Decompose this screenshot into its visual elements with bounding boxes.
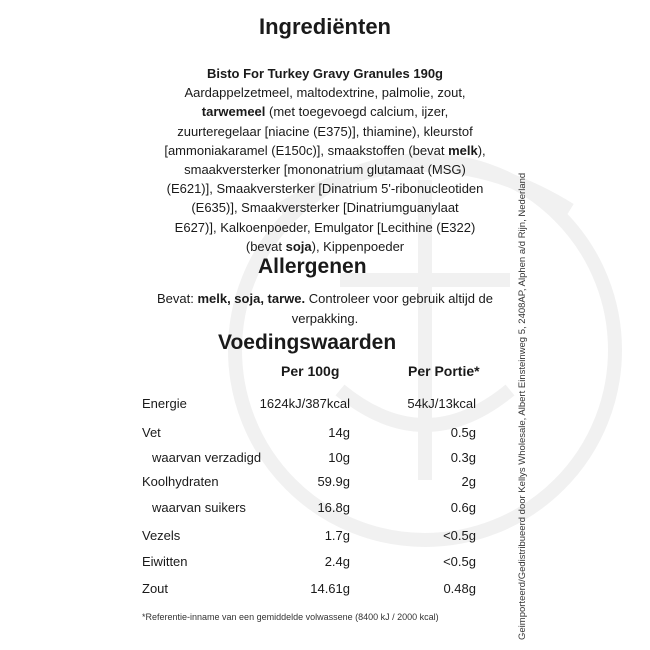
importer-text: Geimporteerd/Gedistribueerd door Kellys Wholesale, Albert Einsteinweg 5, 2408AP, Alphen a/d Rijn, Nederland	[517, 172, 528, 640]
nutrient-label: waarvan verzadigd	[152, 450, 262, 465]
value-per-portion: 0.5g	[450, 425, 476, 440]
allergen-word: tarwemeel	[201, 104, 266, 120]
value-per-portion: <0.5g	[443, 528, 476, 543]
allergens-text	[140, 289, 510, 329]
value-per-100g: 14g	[328, 425, 350, 440]
ingredient-text: Aardappelzetmeel, maltodextrine, palmolie, zout,	[184, 85, 466, 101]
footnote: *Referentie-inname van een gemiddelde volwassene (8400 kJ / 2000 kcal)	[142, 612, 439, 622]
nutrition-row	[0, 554, 650, 574]
ingredient-text: smaakversterker [mononatrium glutamaat (MSG)	[184, 162, 466, 178]
ingredient-text: (E621)], Smaakversterker [Dinatrium 5'-ribonucleotiden	[166, 181, 484, 197]
ingredient-line	[148, 179, 502, 198]
value-per-portion: 0.3g	[450, 450, 476, 465]
value-per-100g: 1624kJ/387kcal	[259, 396, 350, 411]
column-per-100g: Per 100g	[281, 363, 340, 379]
column-per-portion: Per Portie*	[408, 363, 480, 379]
value-per-portion: 54kJ/13kcal	[407, 396, 476, 411]
value-per-portion: 0.48g	[443, 581, 476, 596]
ingredient-line	[148, 198, 502, 217]
ingredient-line	[148, 122, 502, 141]
page-title: Ingrediënten	[258, 14, 391, 39]
ingredient-text: ),	[477, 142, 486, 158]
value-per-100g: 10g	[328, 450, 350, 465]
nutrition-row	[0, 581, 650, 601]
ingredient-line	[148, 218, 502, 237]
nutrition-row	[0, 396, 650, 416]
value-per-portion: 2g	[461, 474, 476, 489]
allergen-word: melk	[448, 142, 478, 158]
nutrition-heading: Voedingswaarden	[218, 331, 397, 354]
ingredient-line	[148, 83, 502, 102]
ingredient-text: zuurteregelaar [niacine (E375)], thiamine), kleurstof	[177, 123, 473, 139]
nutrition-row	[0, 474, 650, 494]
allergens-suffix: Controleer voor gebruik altijd de verpakking.	[291, 291, 494, 326]
value-per-portion: <0.5g	[443, 554, 476, 569]
value-per-100g: 16.8g	[317, 500, 350, 515]
nutrient-label: Koolhydraten	[142, 474, 219, 489]
nutrient-label: Energie	[142, 396, 187, 411]
nutrient-label: Eiwitten	[142, 554, 188, 569]
ingredient-text: (E635)], Smaakversterker [Dinatriumguanylaat	[191, 200, 459, 216]
value-per-100g: 59.9g	[317, 474, 350, 489]
value-per-100g: 1.7g	[324, 528, 350, 543]
ingredients-lines	[148, 83, 502, 256]
nutrition-row	[0, 528, 650, 548]
ingredient-text: [ammoniakaramel (E150c)], smaakstoffen (bevat	[164, 142, 449, 158]
ingredient-text: (met toegevoegd calcium, ijzer,	[265, 104, 449, 120]
ingredient-text: E627)], Kalkoenpoeder, Emulgator [Lecithine (E322)	[174, 219, 476, 235]
ingredient-line	[148, 102, 502, 121]
allergens-items: melk, soja, tarwe.	[197, 291, 306, 306]
ingredients-text	[148, 64, 502, 256]
value-per-100g: 2.4g	[324, 554, 350, 569]
nutrition-row	[0, 450, 650, 470]
nutrient-label: waarvan suikers	[152, 500, 246, 515]
value-per-100g: 14.61g	[310, 581, 350, 596]
nutrient-label: Zout	[142, 581, 169, 596]
ingredient-text: (bevat	[245, 238, 286, 254]
nutrient-label: Vet	[142, 425, 161, 440]
ingredient-line	[148, 141, 502, 160]
allergens-prefix: Bevat:	[156, 291, 198, 306]
allergens-heading: Allergenen	[258, 255, 367, 278]
product-name: Bisto For Turkey Gravy Granules 190g	[206, 66, 443, 81]
allergen-word: soja	[285, 238, 312, 254]
nutrition-row	[0, 425, 650, 445]
ingredient-text: ), Kippenpoeder	[311, 238, 405, 254]
value-per-portion: 0.6g	[450, 500, 476, 515]
nutrient-label: Vezels	[142, 528, 181, 543]
nutrition-row	[0, 500, 650, 520]
ingredient-line	[148, 237, 502, 256]
ingredient-line	[148, 160, 502, 179]
